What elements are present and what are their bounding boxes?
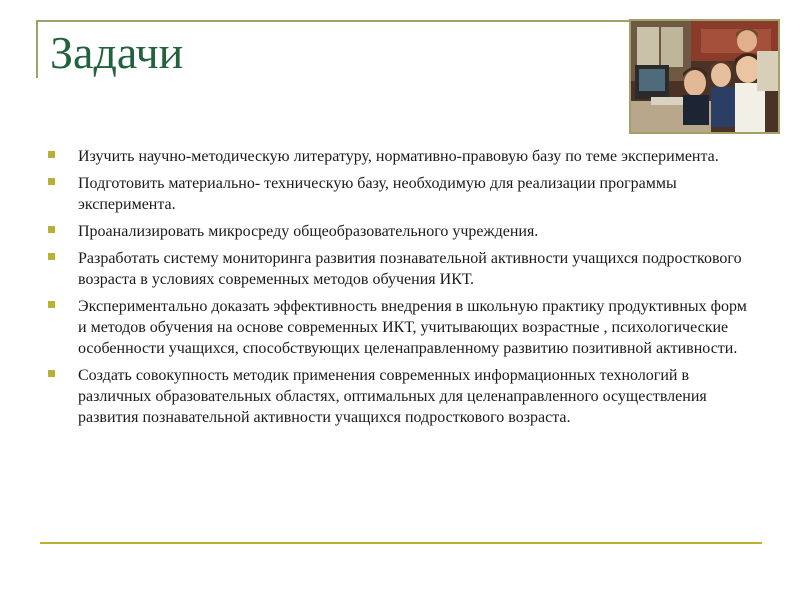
title-frame-left-line: [36, 20, 38, 78]
task-item: [48, 365, 758, 428]
task-list: [48, 146, 758, 434]
bullet-square-icon: [48, 178, 55, 185]
task-text: Проанализировать микросреду общеобразовательного учреждения.: [78, 223, 539, 240]
task-text: Подготовить материально- техническую базу, необходимую для реализации программы эксперимента.: [78, 175, 677, 213]
classroom-photo: [629, 19, 780, 134]
bullet-square-icon: [48, 301, 55, 308]
bottom-divider: [40, 542, 762, 544]
task-text: Создать совокупность методик применения современных информационных технологий в различных образовательных областях, оптимальных для целенаправленного осуществления развития познавательной активности учащихся подросткового возраста.: [78, 367, 707, 426]
task-text: Экспериментально доказать эффективность внедрения в школьную практику продуктивных форм и методов обучения на основе современных ИКТ, учитывающих возрастные , психологические особенности учащихся, способствующих целенаправленному развитию позитивной активности.: [78, 298, 747, 357]
task-item: [48, 146, 758, 167]
task-item: [48, 173, 758, 215]
task-item: [48, 221, 758, 242]
bullet-square-icon: [48, 370, 55, 377]
classroom-computer-photo-icon: [631, 21, 778, 132]
bullet-square-icon: [48, 253, 55, 260]
bullet-square-icon: [48, 151, 55, 158]
task-text: Изучить научно-методическую литературу, нормативно-правовую базу по теме эксперимента.: [78, 148, 719, 165]
task-text: Разработать систему мониторинга развития познавательной активности учащихся подросткового возраста в условиях современных методов обучения ИКТ.: [78, 250, 742, 288]
title-frame-top-line: [36, 20, 632, 22]
slide-title: Задачи: [50, 27, 184, 78]
task-item: [48, 296, 758, 359]
bullet-square-icon: [48, 226, 55, 233]
task-item: [48, 248, 758, 290]
